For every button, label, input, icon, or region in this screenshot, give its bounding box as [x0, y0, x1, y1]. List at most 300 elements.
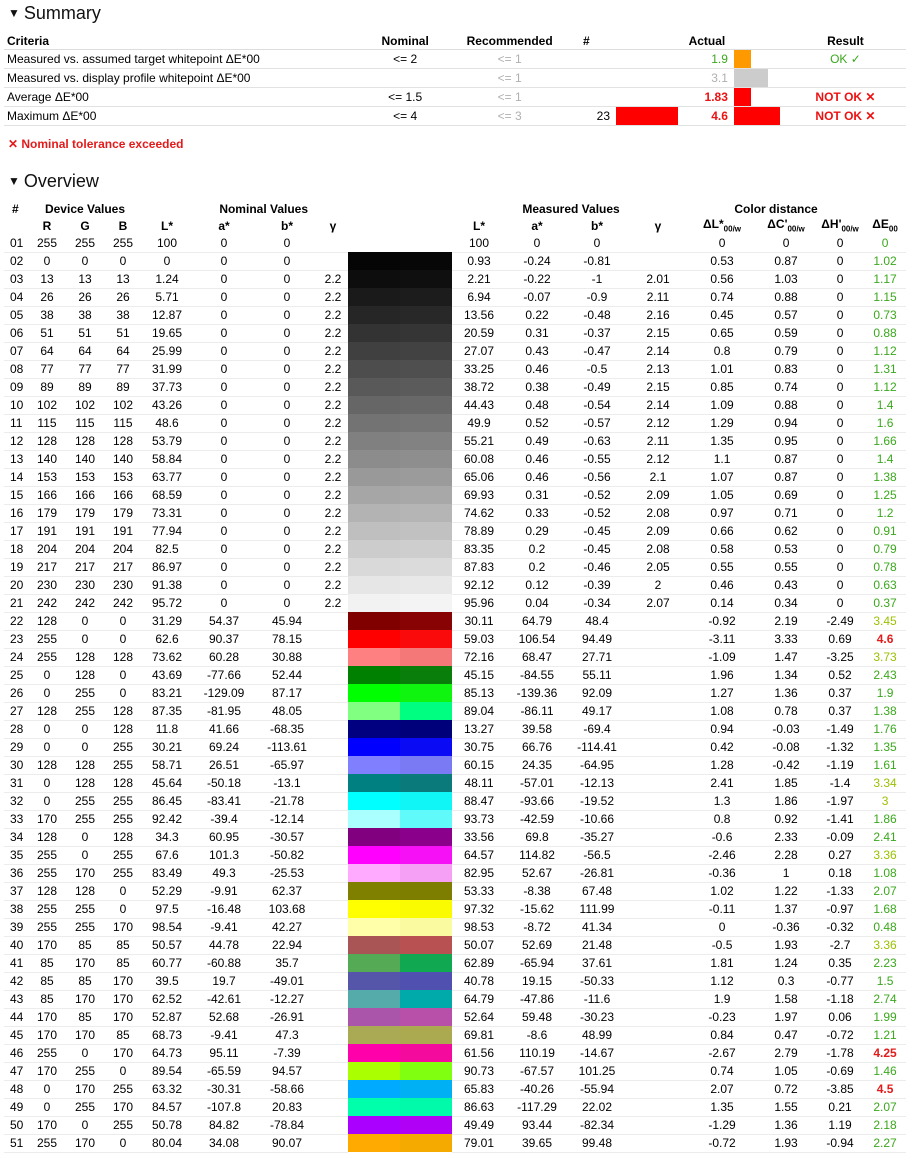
actual-cell: 1.83 — [683, 88, 731, 107]
nominal-a: 0 — [192, 342, 256, 360]
device-r: 191 — [28, 522, 66, 540]
device-g: 0 — [66, 1116, 104, 1134]
device-r: 128 — [28, 828, 66, 846]
row-number: 04 — [4, 288, 28, 306]
device-g: 255 — [66, 792, 104, 810]
measured-gamma: 2.14 — [626, 342, 690, 360]
delta-c: 0.34 — [754, 594, 818, 612]
table-row — [4, 342, 906, 360]
delta-c: 1.05 — [754, 1062, 818, 1080]
color-patch — [348, 360, 452, 378]
device-b: 0 — [104, 882, 142, 900]
measured-a: -84.55 — [506, 666, 568, 684]
table-row — [4, 936, 906, 954]
nominal-gamma — [318, 936, 348, 954]
measured-l: 27.07 — [452, 342, 506, 360]
count-bar — [613, 88, 683, 107]
nominal-b: 103.68 — [256, 900, 318, 918]
nominal-swatch — [348, 594, 400, 612]
bar-header — [862, 200, 906, 217]
nominal-a: 52.68 — [192, 1008, 256, 1026]
measured-gamma — [626, 1098, 690, 1116]
device-g: 170 — [66, 1134, 104, 1152]
count-cell — [560, 88, 613, 107]
device-r: 255 — [28, 234, 66, 252]
measured-gamma — [626, 1134, 690, 1152]
device-r: 128 — [28, 756, 66, 774]
nominal-b: 0 — [256, 576, 318, 594]
nominal-gamma — [318, 666, 348, 684]
table-row — [4, 1026, 906, 1044]
measured-b: 67.48 — [568, 882, 626, 900]
table-row — [4, 378, 906, 396]
nominal-a: 54.37 — [192, 612, 256, 630]
delta-l: 1.29 — [690, 414, 754, 432]
nominal-l: 89.54 — [142, 1062, 192, 1080]
row-number: 02 — [4, 252, 28, 270]
measured-b: 0 — [568, 234, 626, 252]
measured-b: -0.56 — [568, 468, 626, 486]
nominal-a: -60.88 — [192, 954, 256, 972]
row-number: 45 — [4, 1026, 28, 1044]
delta-c: 1.03 — [754, 270, 818, 288]
nominal-gamma — [318, 612, 348, 630]
delta-l: -0.36 — [690, 864, 754, 882]
delta-l: 0.65 — [690, 324, 754, 342]
nominal-b: 48.05 — [256, 702, 318, 720]
delta-l: 1.08 — [690, 702, 754, 720]
device-g: 0 — [66, 846, 104, 864]
row-number: 26 — [4, 684, 28, 702]
measured-l: 50.07 — [452, 936, 506, 954]
nominal-l: 31.29 — [142, 612, 192, 630]
measured-a: 59.48 — [506, 1008, 568, 1026]
delta-e: 1.25 — [862, 486, 906, 504]
color-patch — [348, 972, 452, 990]
delta-e-header: $\Delta E_{00}$ — [872, 217, 898, 234]
measured-swatch — [400, 450, 452, 468]
delta-e: 0.37 — [862, 594, 906, 612]
nominal-l: 73.62 — [142, 648, 192, 666]
color-patch — [348, 918, 452, 936]
row-number: 49 — [4, 1098, 28, 1116]
measured-l: 30.75 — [452, 738, 506, 756]
row-number: 18 — [4, 540, 28, 558]
nominal-l: 50.57 — [142, 936, 192, 954]
nominal-gamma — [318, 234, 348, 252]
measured-l: 65.06 — [452, 468, 506, 486]
num-header: # — [12, 201, 19, 216]
delta-h: 0 — [818, 396, 862, 414]
measured-swatch — [400, 306, 452, 324]
delta-h: -2.7 — [818, 936, 862, 954]
measured-gamma — [626, 990, 690, 1008]
nominal-gamma — [318, 990, 348, 1008]
count-cell — [560, 69, 613, 88]
device-r: 102 — [28, 396, 66, 414]
delta-l: 0.74 — [690, 288, 754, 306]
patch-header — [348, 200, 452, 217]
nominal-l: 60.77 — [142, 954, 192, 972]
nominal-gamma: 2.2 — [318, 504, 348, 522]
device-b: 77 — [104, 360, 142, 378]
measured-b: 21.48 — [568, 936, 626, 954]
delta-h: 0 — [818, 342, 862, 360]
nominal-l: 87.35 — [142, 702, 192, 720]
delta-h: 0 — [818, 594, 862, 612]
device-b: 153 — [104, 468, 142, 486]
device-g: 170 — [66, 954, 104, 972]
device-r: 38 — [28, 306, 66, 324]
delta-e: 1.38 — [862, 468, 906, 486]
measured-b: -0.57 — [568, 414, 626, 432]
color-patch — [348, 792, 452, 810]
nominal-l: 5.71 — [142, 288, 192, 306]
delta-l: -0.11 — [690, 900, 754, 918]
color-patch — [348, 234, 452, 252]
delta-h: -1.19 — [818, 756, 862, 774]
r-header: R — [42, 218, 52, 233]
nominal-l: 62.6 — [142, 630, 192, 648]
overview-heading[interactable]: ▼ Overview — [8, 171, 99, 191]
measured-gamma — [626, 1008, 690, 1026]
nominal-gamma — [318, 1134, 348, 1152]
measured-l: 89.04 — [452, 702, 506, 720]
measured-a: 0 — [506, 234, 568, 252]
color-patch — [348, 846, 452, 864]
count-bar — [613, 107, 683, 126]
delta-c: 0.62 — [754, 522, 818, 540]
measured-b: -1 — [568, 270, 626, 288]
measured-a: 0.2 — [506, 558, 568, 576]
table-row — [4, 918, 906, 936]
delta-l: 1.9 — [690, 990, 754, 1008]
nominal-swatch — [348, 252, 400, 270]
measured-swatch — [400, 846, 452, 864]
nominal-cell: <= 4 — [351, 107, 460, 126]
overview-table — [4, 200, 906, 1153]
delta-c: 1.36 — [754, 684, 818, 702]
device-b: 0 — [104, 252, 142, 270]
nominal-a: -81.95 — [192, 702, 256, 720]
measured-swatch — [400, 1044, 452, 1062]
device-b: 217 — [104, 558, 142, 576]
delta-c: 0.88 — [754, 288, 818, 306]
nominal-l: 80.04 — [142, 1134, 192, 1152]
delta-h: 0 — [818, 468, 862, 486]
measured-a: 0.2 — [506, 540, 568, 558]
table-row — [4, 810, 906, 828]
row-number: 21 — [4, 594, 28, 612]
device-g: 217 — [66, 558, 104, 576]
nominal-swatch — [348, 342, 400, 360]
nominal-gamma: 2.2 — [318, 522, 348, 540]
measured-a: -47.86 — [506, 990, 568, 1008]
measured-swatch — [400, 414, 452, 432]
delta-e: 2.07 — [862, 882, 906, 900]
delta-c: -0.03 — [754, 720, 818, 738]
summary-heading[interactable]: ▼ Summary — [8, 3, 101, 23]
nominal-l: 11.8 — [142, 720, 192, 738]
delta-e: 4.25 — [862, 1044, 906, 1062]
nominal-a: -39.4 — [192, 810, 256, 828]
nominal-b: 90.07 — [256, 1134, 318, 1152]
table-row — [4, 738, 906, 756]
table-row — [4, 774, 906, 792]
delta-l: 0.94 — [690, 720, 754, 738]
nominal-b: 52.44 — [256, 666, 318, 684]
nominal-gamma — [318, 810, 348, 828]
measured-b: 48.99 — [568, 1026, 626, 1044]
nominal-swatch — [348, 1116, 400, 1134]
row-number: 08 — [4, 360, 28, 378]
criteria-cell: Measured vs. display profile whitepoint ΔE*00 — [4, 69, 351, 88]
result-header: Result — [783, 32, 906, 50]
delta-c: 0.78 — [754, 702, 818, 720]
measured-l: 69.81 — [452, 1026, 506, 1044]
nominal-b: 87.17 — [256, 684, 318, 702]
nominal-gamma — [318, 648, 348, 666]
device-b: 89 — [104, 378, 142, 396]
table-row — [4, 666, 906, 684]
table-row — [4, 612, 906, 630]
device-b: 26 — [104, 288, 142, 306]
nominal-a: 0 — [192, 522, 256, 540]
nominal-gamma-header: γ — [329, 218, 337, 233]
nominal-gamma — [318, 702, 348, 720]
delta-e: 1.12 — [862, 342, 906, 360]
actual-swatch — [734, 88, 751, 106]
measured-swatch — [400, 1134, 452, 1152]
delta-c: 1.47 — [754, 648, 818, 666]
nominal-gamma — [318, 1116, 348, 1134]
device-g: 0 — [66, 252, 104, 270]
nominal-gamma — [318, 954, 348, 972]
delta-e: 1.35 — [862, 738, 906, 756]
nominal-b: 0 — [256, 558, 318, 576]
delta-h: -1.18 — [818, 990, 862, 1008]
nominal-swatch — [348, 378, 400, 396]
delta-h: 0.37 — [818, 684, 862, 702]
device-b: 85 — [104, 1026, 142, 1044]
measured-b: -0.9 — [568, 288, 626, 306]
nominal-b: 0 — [256, 432, 318, 450]
nominal-a: 0 — [192, 270, 256, 288]
nominal-l: 58.71 — [142, 756, 192, 774]
measured-l: 95.96 — [452, 594, 506, 612]
result-cell: NOT OK ✕ — [783, 107, 906, 126]
device-r: 255 — [28, 648, 66, 666]
color-patch — [348, 414, 452, 432]
measured-swatch — [400, 864, 452, 882]
measured-swatch — [400, 828, 452, 846]
table-row — [4, 1098, 906, 1116]
delta-l: 0.8 — [690, 342, 754, 360]
measured-swatch — [400, 810, 452, 828]
delta-l-header: $\Delta L*_{00/w}$ — [703, 217, 742, 234]
nominal-b: -21.78 — [256, 792, 318, 810]
measured-b: -19.52 — [568, 792, 626, 810]
nominal-l: 0 — [142, 252, 192, 270]
measured-swatch — [400, 270, 452, 288]
device-g: 255 — [66, 900, 104, 918]
table-row — [4, 468, 906, 486]
table-row — [4, 828, 906, 846]
nominal-b: 20.83 — [256, 1098, 318, 1116]
nominal-l: 77.94 — [142, 522, 192, 540]
device-r: 13 — [28, 270, 66, 288]
nominal-l: 64.73 — [142, 1044, 192, 1062]
device-r: 0 — [28, 684, 66, 702]
device-r: 166 — [28, 486, 66, 504]
collapse-triangle-icon: ▼ — [8, 174, 20, 188]
color-patch — [348, 1116, 452, 1134]
color-patch — [348, 936, 452, 954]
actual-swatch — [734, 69, 768, 87]
table-row — [4, 630, 906, 648]
device-g: 140 — [66, 450, 104, 468]
measured-a: 0.31 — [506, 324, 568, 342]
device-g: 13 — [66, 270, 104, 288]
measured-gamma — [626, 648, 690, 666]
device-r: 85 — [28, 972, 66, 990]
delta-e: 1.9 — [862, 684, 906, 702]
nominal-l: 63.77 — [142, 468, 192, 486]
measured-a: 0.04 — [506, 594, 568, 612]
nominal-l: 12.87 — [142, 306, 192, 324]
measured-swatch — [400, 432, 452, 450]
measured-a: 52.69 — [506, 936, 568, 954]
count-bar — [613, 69, 683, 88]
delta-c: 0.47 — [754, 1026, 818, 1044]
measured-l: 60.08 — [452, 450, 506, 468]
color-patch — [348, 468, 452, 486]
device-r: 0 — [28, 738, 66, 756]
measured-gamma: 2.11 — [626, 432, 690, 450]
device-b: 128 — [104, 774, 142, 792]
table-row — [4, 360, 906, 378]
nominal-swatch — [348, 918, 400, 936]
delta-e: 0.48 — [862, 918, 906, 936]
delta-l: 0.85 — [690, 378, 754, 396]
measured-b: 27.71 — [568, 648, 626, 666]
delta-l: 0.97 — [690, 504, 754, 522]
measured-swatch — [400, 630, 452, 648]
nominal-l: 100 — [142, 234, 192, 252]
measured-swatch — [400, 684, 452, 702]
nominal-l: 62.52 — [142, 990, 192, 1008]
device-b: 255 — [104, 1080, 142, 1098]
nominal-a: 0 — [192, 432, 256, 450]
device-b: 170 — [104, 1098, 142, 1116]
color-patch — [348, 576, 452, 594]
nominal-b: 35.7 — [256, 954, 318, 972]
measured-b: 49.17 — [568, 702, 626, 720]
table-row — [4, 846, 906, 864]
color-patch — [348, 1080, 452, 1098]
nominal-a: 0 — [192, 360, 256, 378]
nominal-swatch — [348, 1044, 400, 1062]
row-number: 42 — [4, 972, 28, 990]
measured-swatch — [400, 1116, 452, 1134]
delta-c: 0.94 — [754, 414, 818, 432]
delta-e: 0 — [862, 234, 906, 252]
table-row — [4, 954, 906, 972]
table-row — [4, 648, 906, 666]
delta-c: 0.71 — [754, 504, 818, 522]
delta-c: 0.83 — [754, 360, 818, 378]
actual-swatch-header — [731, 32, 783, 50]
measured-l: 59.03 — [452, 630, 506, 648]
device-b: 64 — [104, 342, 142, 360]
delta-h: 0.37 — [818, 702, 862, 720]
delta-h: 0.06 — [818, 1008, 862, 1026]
nominal-a: 84.82 — [192, 1116, 256, 1134]
table-row — [4, 1116, 906, 1134]
delta-l: 0.66 — [690, 522, 754, 540]
row-number: 41 — [4, 954, 28, 972]
measured-a: 69.8 — [506, 828, 568, 846]
nominal-a: 0 — [192, 378, 256, 396]
measured-gamma: 2.15 — [626, 324, 690, 342]
delta-e: 1.17 — [862, 270, 906, 288]
nominal-b: -12.27 — [256, 990, 318, 1008]
delta-e: 3 — [862, 792, 906, 810]
device-b: 0 — [104, 1062, 142, 1080]
nominal-gamma: 2.2 — [318, 576, 348, 594]
nominal-a: 95.11 — [192, 1044, 256, 1062]
delta-l: -0.6 — [690, 828, 754, 846]
row-number: 11 — [4, 414, 28, 432]
criteria-cell: Measured vs. assumed target whitepoint ΔE*00 — [4, 50, 351, 69]
measured-gamma — [626, 882, 690, 900]
nominal-b: -12.14 — [256, 810, 318, 828]
nominal-gamma — [318, 792, 348, 810]
measured-swatch — [400, 756, 452, 774]
row-number: 09 — [4, 378, 28, 396]
device-g: 255 — [66, 810, 104, 828]
delta-l: -0.72 — [690, 1134, 754, 1152]
color-patch — [348, 432, 452, 450]
nominal-gamma: 2.2 — [318, 468, 348, 486]
measured-b: 55.11 — [568, 666, 626, 684]
nominal-b: 0 — [256, 234, 318, 252]
nominal-swatch — [348, 774, 400, 792]
nominal-a: 0 — [192, 576, 256, 594]
device-b: 255 — [104, 738, 142, 756]
nominal-b: 0 — [256, 378, 318, 396]
device-r: 255 — [28, 846, 66, 864]
measured-swatch — [400, 324, 452, 342]
measured-l: 53.33 — [452, 882, 506, 900]
measured-swatch — [400, 666, 452, 684]
nominal-swatch — [348, 864, 400, 882]
measured-l: 64.57 — [452, 846, 506, 864]
row-number: 44 — [4, 1008, 28, 1026]
delta-e: 3.36 — [862, 936, 906, 954]
actual-cell: 4.6 — [683, 107, 731, 126]
delta-c: 1.85 — [754, 774, 818, 792]
result-cell: NOT OK ✕ — [783, 88, 906, 107]
delta-l: 1.35 — [690, 1098, 754, 1116]
nominal-gamma — [318, 900, 348, 918]
row-number: 14 — [4, 468, 28, 486]
delta-e: 0.79 — [862, 540, 906, 558]
delta-l: 1.05 — [690, 486, 754, 504]
row-number: 10 — [4, 396, 28, 414]
nominal-b: 42.27 — [256, 918, 318, 936]
measured-b: -30.23 — [568, 1008, 626, 1026]
